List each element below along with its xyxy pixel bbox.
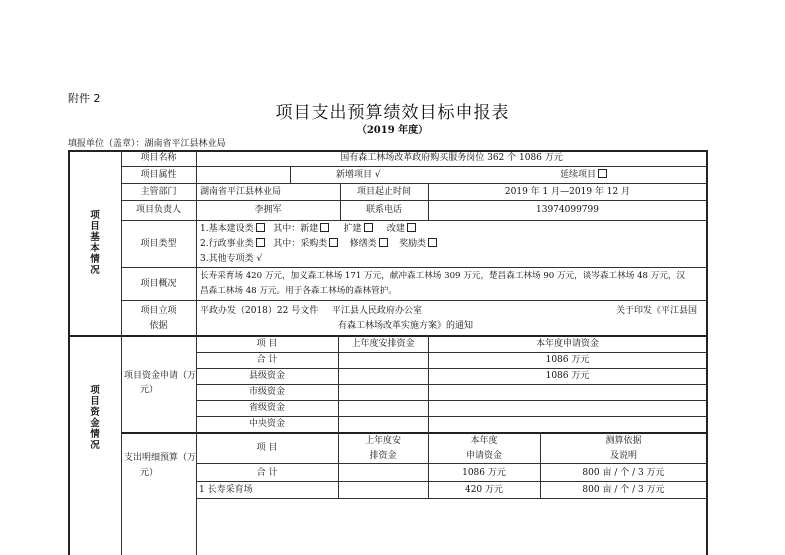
attr-new-item: 新增项目 √ xyxy=(336,170,381,180)
type-label: 项目类型 xyxy=(140,239,177,249)
checkbox-icon xyxy=(379,238,388,247)
page-title: 项目支出预算绩效目标申报表 xyxy=(275,103,510,123)
basis-title-end: 有森工林场改革实施方案》的通知 xyxy=(338,321,474,331)
period-value: 2019 年 1 月—2019 年 12 月 xyxy=(504,187,631,197)
detail-row-name: 1 长寿采育场 xyxy=(199,485,253,495)
fund-row-name: 中央资金 xyxy=(248,419,285,429)
section-basic-info: 项目基本情况 xyxy=(90,210,100,276)
basis-label-2: 依据 xyxy=(149,321,168,331)
period-label: 项目起止时间 xyxy=(356,187,411,197)
basis-title-start: 关于印发《平江县国 xyxy=(616,306,698,316)
detail-col-item: 项 目 xyxy=(256,443,278,453)
fund-row-curr: 1086 万元 xyxy=(545,355,590,365)
fund-apply-label-a: 项目资金申请（万 xyxy=(124,371,197,381)
detail-col-basis-a: 测算依据 xyxy=(605,436,642,446)
detail-row-basis: 800 亩 / 个 / 3 万元 xyxy=(582,468,665,478)
lead-label: 项目负责人 xyxy=(135,205,181,215)
detail-col-curr-b: 申请资金 xyxy=(465,451,502,461)
checkbox-icon xyxy=(428,238,437,247)
type-line-2: 2.行政事业类 其中：采购类 修缮类 奖励类 xyxy=(200,238,437,250)
detail-label-a: 支出明细预算（万 xyxy=(124,453,197,463)
checkbox-icon xyxy=(364,223,373,232)
basis-issuer: 平江县人民政府办公室 xyxy=(332,306,423,316)
fund-col-item: 项 目 xyxy=(256,339,278,349)
phone-value: 13974099799 xyxy=(536,205,599,215)
detail-row-basis: 800 亩 / 个 / 3 万元 xyxy=(582,485,665,495)
checkbox-icon xyxy=(320,223,329,232)
project-attr-label: 项目属性 xyxy=(140,170,177,180)
attachment-label: 附件 2 xyxy=(68,92,101,105)
overview-line-2: 昌森工林场 48 万元。用于各森工林场的森林管护。 xyxy=(200,286,397,296)
basis-label-1: 项目立项 xyxy=(140,306,177,316)
attr-continuing-item: 延续项目 xyxy=(560,169,607,181)
reporting-unit: 填报单位（盖章）：湖南省平江县林业局 xyxy=(68,139,226,149)
report-year: （2019 年度） xyxy=(356,125,429,136)
basis-doc-number: 平政办发（2018）22 号文件 xyxy=(200,306,319,316)
checkbox-icon xyxy=(329,238,338,247)
fund-apply-label-b: 元） xyxy=(140,385,159,395)
detail-col-prev-a: 上年度安 xyxy=(364,436,401,446)
phone-label: 联系电话 xyxy=(365,205,402,215)
lead-value: 李拥军 xyxy=(254,205,282,215)
detail-row-name: 合 计 xyxy=(256,468,278,478)
fund-col-curr: 本年度申请资金 xyxy=(535,339,599,349)
project-name-value: 国有森工林场改革政府购买服务岗位 362 个 1086 万元 xyxy=(340,153,563,163)
detail-label-b: 元） xyxy=(140,468,159,478)
project-name-label: 项目名称 xyxy=(140,153,177,163)
detail-row-curr: 1086 万元 xyxy=(462,468,506,478)
overview-label: 项目概况 xyxy=(140,279,177,289)
detail-row-curr: 420 万元 xyxy=(464,485,504,495)
dept-label: 主管部门 xyxy=(140,187,177,197)
type-line-3: 3.其他专项类 √ xyxy=(200,254,263,264)
fund-row-curr: 1086 万元 xyxy=(545,371,590,381)
type-line-1: 1.基本建设类 其中：新建 扩建 改建 xyxy=(200,223,416,235)
checkbox-icon xyxy=(256,238,265,247)
detail-col-curr-a: 本年度 xyxy=(470,436,498,446)
checkbox-icon xyxy=(407,223,416,232)
fund-col-prev: 上年度安排资金 xyxy=(351,339,415,349)
detail-col-prev-b: 排资金 xyxy=(369,451,397,461)
checkbox-icon xyxy=(256,223,265,232)
fund-row-name: 县级资金 xyxy=(248,371,285,381)
section-fund-info: 项目资金情况 xyxy=(90,385,100,451)
overview-line-1: 长寿采育场 420 万元，加义森工林场 171 万元，献冲森工林场 309 万元，楚昌森工林场 90 万元，谈岑森工林场 48 万元，汉 xyxy=(200,271,686,281)
detail-col-basis-b: 及说明 xyxy=(609,451,637,461)
fund-row-name: 省级资金 xyxy=(248,403,285,413)
fund-row-name: 合 计 xyxy=(256,355,278,365)
checkbox-icon xyxy=(598,169,607,178)
dept-value: 湖南省平江县林业局 xyxy=(200,187,282,197)
fund-row-name: 市级资金 xyxy=(248,387,285,397)
